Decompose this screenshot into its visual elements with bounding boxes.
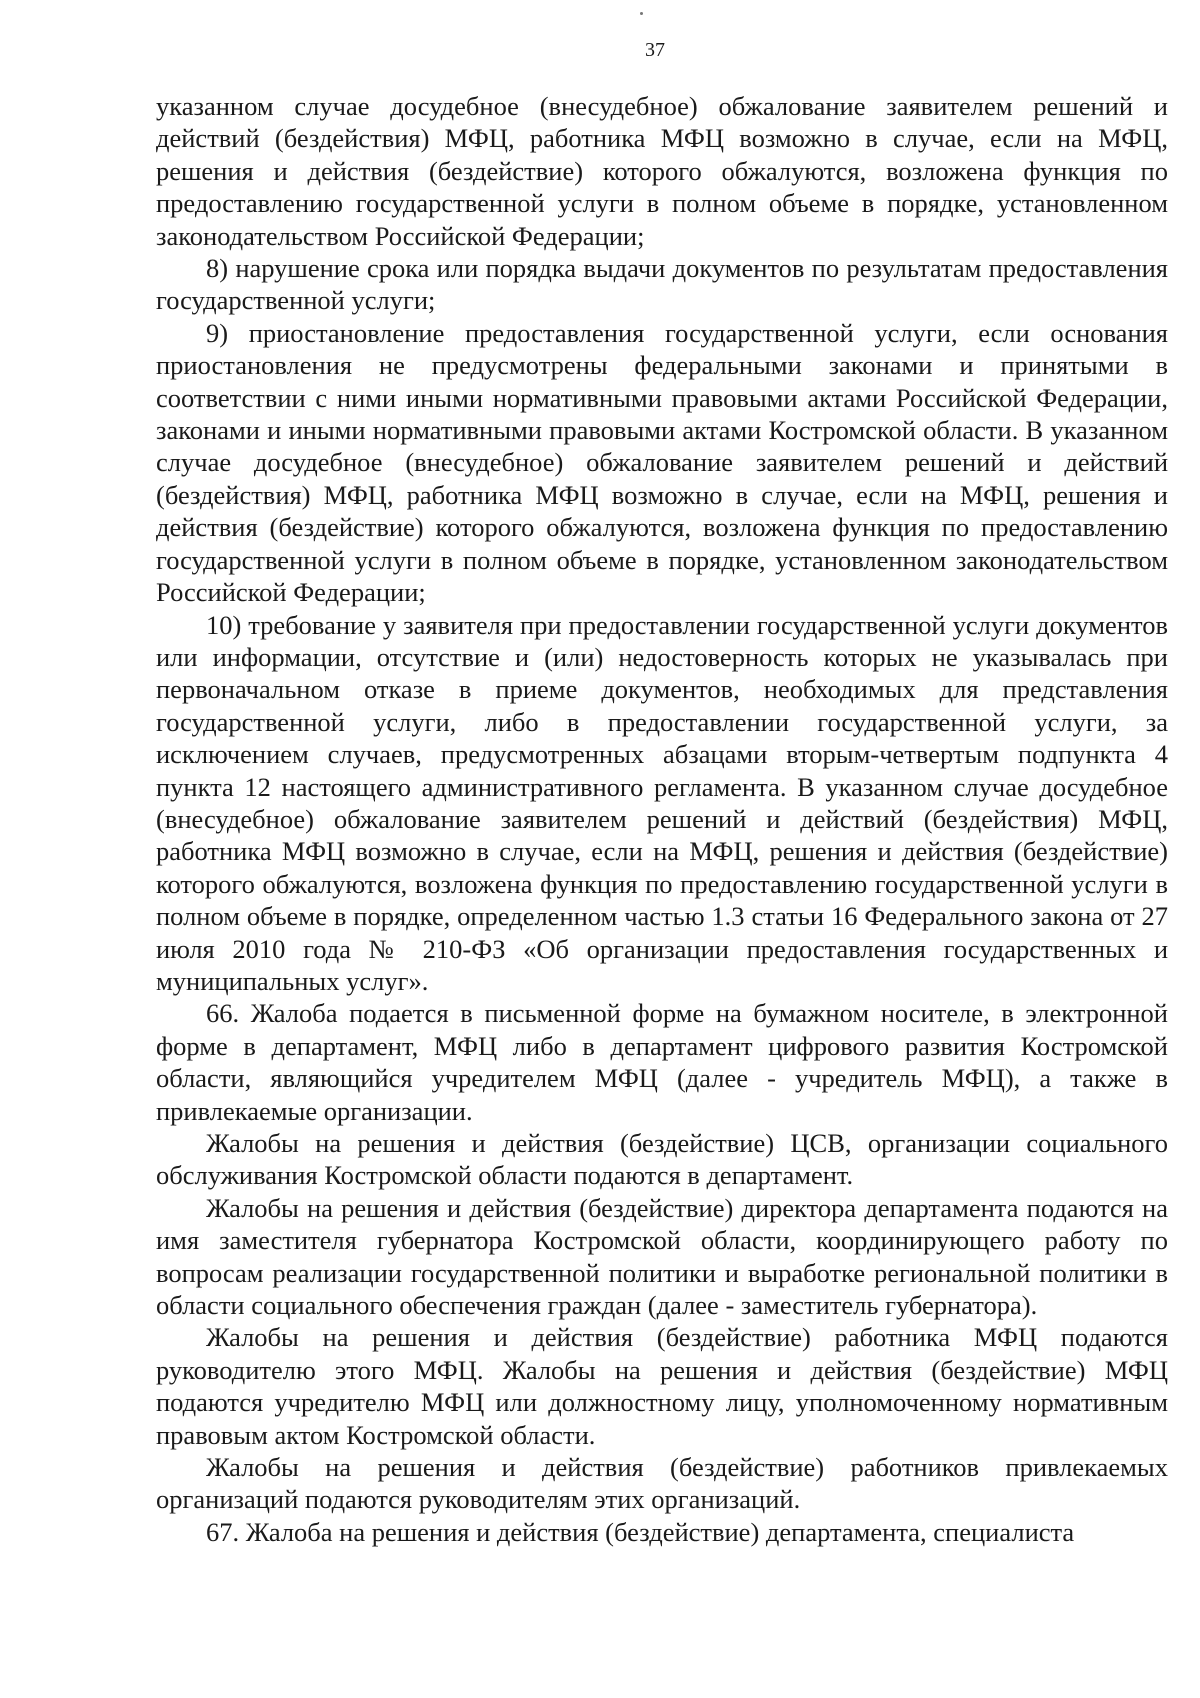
paragraph-item-10: 10) требование у заявителя при предоставлении государственной услуги документов или информации, отсутствие и (или) недостоверность которых не указывалась при первоначальном отказе в приеме документов, необходимых для представления государственной услуги, либо в предоставлении государственной услуги, за исключением случаев, предусмотренных абзацами вторым-четвертым подпункта 4 пункта 12 настоящего административного регламента. В указанном случае досудебное (внесудебное) обжалование заявителем решений и действий (бездействия) МФЦ, работника МФЦ возможно в случае, если на МФЦ, решения и действия (бездействие) которого обжалуются, возложена функция по предоставлению государственной услуги в полном объеме в порядке, определенном частью 1.3 статьи 16 Федерального закона от 27 июля 2010 года № 210-ФЗ «Об организации предоставления государственных и муниципальных услуг». (156, 609, 1168, 996)
paragraph-complaints-organizations: Жалобы на решения и действия (бездействие) работников привлекаемых организаций подаются руководителям этих организаций. (156, 1452, 1168, 1515)
paragraph-continuation: указанном случае досудебное (внесудебное) обжалование заявителем решений и действий (бездействия) МФЦ, работника МФЦ возможно в случае, если на МФЦ, решения и действия (бездействие) которого обжалуются, возложена функция по предоставлению государственной услуги в полном объеме в порядке, установленном законодательством Российской Федерации; (156, 91, 1168, 251)
paragraph-complaints-csv: Жалобы на решения и действия (бездействие) ЦСВ, организации социального обслуживания Костромской области подаются в департамент. (156, 1128, 1168, 1191)
page-number: 37 (645, 39, 665, 61)
paragraph-complaints-mfc: Жалобы на решения и действия (бездействие) работника МФЦ подаются руководителю этого МФЦ. Жалобы на решения и действия (бездействие) МФЦ подаются учредителю МФЦ или должностному лицу, уполномоченному нормативным правовым актом Костромской области. (156, 1322, 1168, 1450)
paragraph-item-8: 8) нарушение срока или порядка выдачи документов по результатам предоставления государственной услуги; (156, 253, 1168, 316)
paragraph-66: 66. Жалоба подается в письменной форме на бумажном носителе, в электронной форме в департамент, МФЦ либо в департамент цифрового развития Костромской области, являющийся учредителем МФЦ (далее - учредитель МФЦ), а также в привлекаемые организации. (156, 998, 1168, 1126)
paragraph-67: 67. Жалоба на решения и действия (бездействие) департамента, специалиста (206, 1516, 1075, 1547)
paragraph-complaints-director: Жалобы на решения и действия (бездействие) директора департамента подаются на имя заместителя губернатора Костромской области, координирующего работу по вопросам реализации государственной политики и выработке региональной политики в области социального обеспечения граждан (далее - заместитель губернатора). (156, 1192, 1168, 1321)
document-body (156, 90, 1168, 1548)
scan-speck (640, 12, 643, 15)
paragraph-item-9: 9) приостановление предоставления государственной услуги, если основания приостановления не предусмотрены федеральными законами и принятыми в соответствии с ними иными нормативными правовыми актами Российской Федерации, законами и иными нормативными правовыми актами Костромской области. В указанном случае досудебное (внесудебное) обжалование заявителем решений и действий (бездействия) МФЦ, работника МФЦ возможно в случае, если на МФЦ, решения и действия (бездействие) которого обжалуются, возложена функция по предоставлению государственной услуги в полном объеме в порядке, установленном законодательством Российской Федерации; (156, 317, 1168, 608)
